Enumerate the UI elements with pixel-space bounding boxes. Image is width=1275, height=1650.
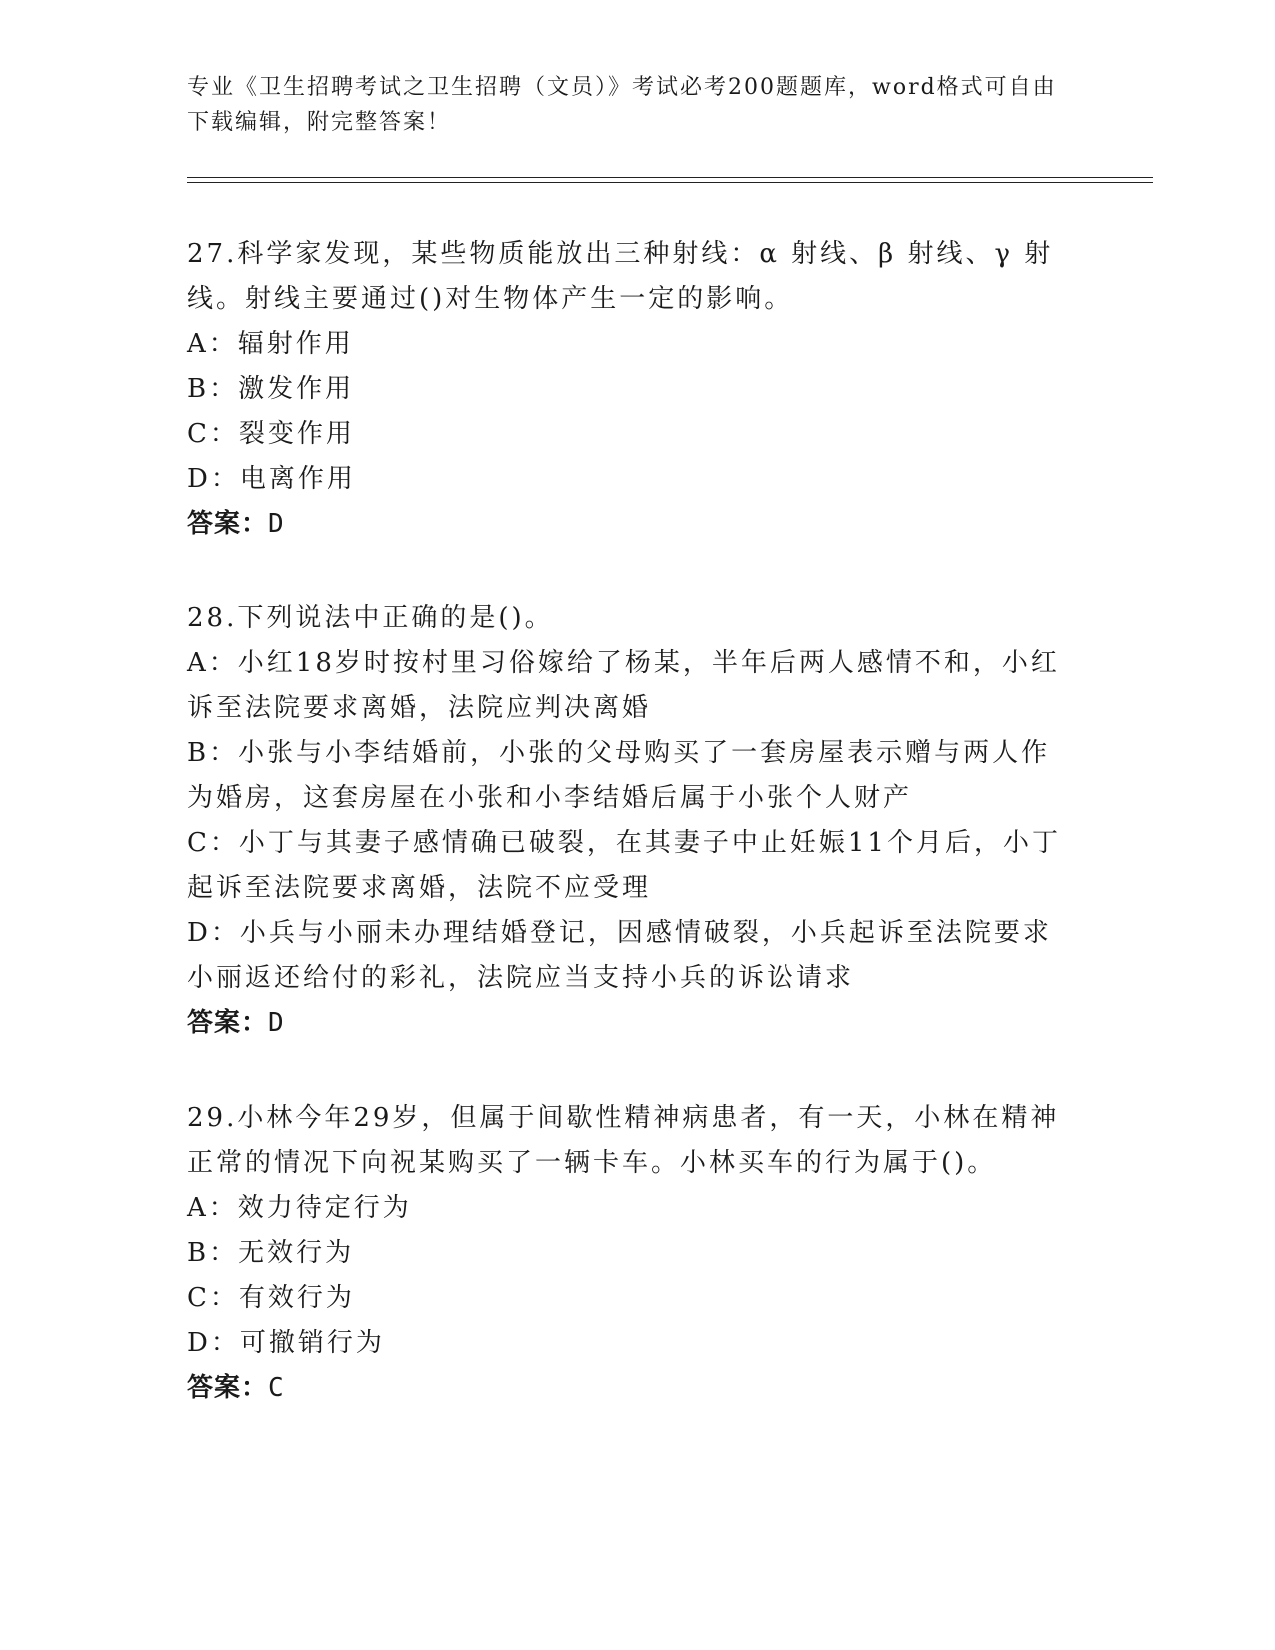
option-a: A：小红18岁时按村里习俗嫁给了杨某，半年后两人感情不和，小红诉至法院要求离婚，法院应判决离婚 <box>187 648 1060 723</box>
question-27 <box>187 232 1067 547</box>
header-divider-top <box>187 177 1153 178</box>
answer-label: 答案： <box>187 1008 269 1038</box>
header-divider-bottom <box>187 182 1153 183</box>
option-c: C：小丁与其妻子感情确已破裂，在其妻子中止妊娠11个月后，小丁起诉至法院要求离婚，法院不应受理 <box>187 828 1061 903</box>
option-b: B：无效行为 <box>187 1238 355 1268</box>
option-d: D：电离作用 <box>187 464 356 494</box>
option-a: A：辐射作用 <box>187 329 354 359</box>
question-stem: 27.科学家发现，某些物质能放出三种射线：α 射线、β 射线、γ 射线。射线主要通过()对生物体产生一定的影响。 <box>187 239 1054 314</box>
option-c: C：有效行为 <box>187 1283 355 1313</box>
question-stem: 28.下列说法中正确的是()。 <box>187 603 554 633</box>
answer-line <box>187 1366 1067 1411</box>
question-28 <box>187 596 1067 1046</box>
option-a: A：效力待定行为 <box>187 1193 412 1223</box>
option-d: D：可撤销行为 <box>187 1328 385 1358</box>
answer-value: C <box>268 1373 285 1403</box>
question-stem: 29.小林今年29岁，但属于间歇性精神病患者，有一天，小林在精神正常的情况下向祝某购买了一辆卡车。小林买车的行为属于()。 <box>187 1103 1060 1178</box>
answer-label: 答案： <box>187 1373 269 1403</box>
option-b: B：激发作用 <box>187 374 355 404</box>
document-header: 专业《卫生招聘考试之卫生招聘（文员）》考试必考200题题库，word格式可自由下载编辑，附完整答案！ <box>187 75 1057 135</box>
option-b: B：小张与小李结婚前，小张的父母购买了一套房屋表示赠与两人作为婚房，这套房屋在小张和小李结婚后属于小张个人财产 <box>187 738 1051 813</box>
answer-line <box>187 502 1067 547</box>
option-d: D：小兵与小丽未办理结婚登记，因感情破裂，小兵起诉至法院要求小丽返还给付的彩礼，法院应当支持小兵的诉讼请求 <box>187 918 1052 993</box>
answer-value: D <box>268 1008 285 1038</box>
question-29 <box>187 1096 1067 1411</box>
option-c: C：裂变作用 <box>187 419 355 449</box>
answer-value: D <box>268 509 285 539</box>
answer-line <box>187 1001 1067 1046</box>
answer-label: 答案： <box>187 509 269 539</box>
